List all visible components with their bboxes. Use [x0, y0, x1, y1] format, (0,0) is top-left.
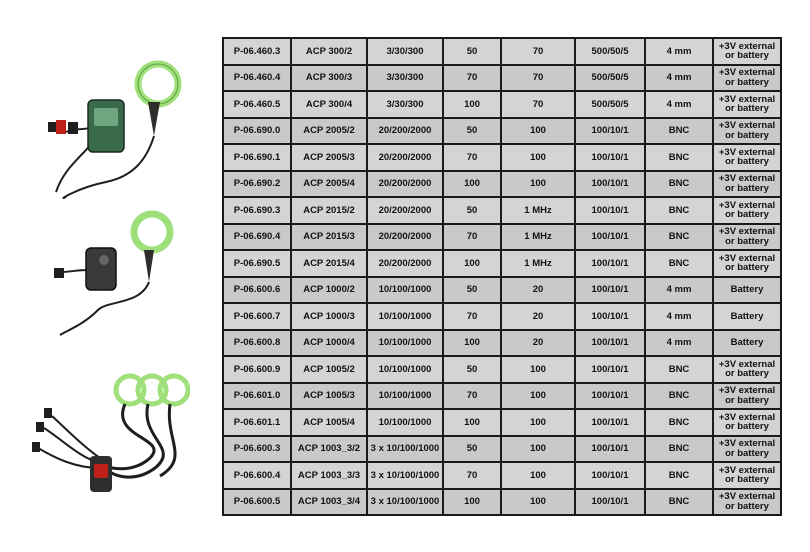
sensitivity-cell: 100/10/1: [575, 383, 645, 410]
connector-cell: 4 mm: [645, 303, 713, 330]
model-cell: ACP 1005/3: [291, 383, 367, 410]
length-cell: 100: [443, 91, 501, 118]
order-code-cell: P-06.600.5: [223, 489, 291, 516]
sensitivity-cell: 100/10/1: [575, 462, 645, 489]
sensitivity-cell: 500/50/5: [575, 91, 645, 118]
bandwidth-cell: 100: [501, 144, 575, 171]
range-cell: 20/200/2000: [367, 118, 443, 145]
length-cell: 100: [443, 171, 501, 198]
length-cell: 50: [443, 38, 501, 65]
model-cell: ACP 1000/4: [291, 330, 367, 357]
sensitivity-cell: 100/10/1: [575, 250, 645, 277]
power-cell: +3V external or battery: [713, 356, 781, 383]
power-cell: +3V external or battery: [713, 197, 781, 224]
length-cell: 50: [443, 197, 501, 224]
model-cell: ACP 1005/4: [291, 409, 367, 436]
range-cell: 20/200/2000: [367, 144, 443, 171]
length-cell: 70: [443, 144, 501, 171]
connector-cell: BNC: [645, 356, 713, 383]
flexible-current-probe-bnc-image: [48, 210, 178, 340]
length-cell: 70: [443, 303, 501, 330]
power-cell: +3V external or battery: [713, 409, 781, 436]
length-cell: 100: [443, 330, 501, 357]
sensitivity-cell: 500/50/5: [575, 65, 645, 92]
order-code-cell: P-06.690.3: [223, 197, 291, 224]
model-cell: ACP 2005/2: [291, 118, 367, 145]
table-row: [223, 197, 781, 224]
order-code-cell: P-06.460.4: [223, 65, 291, 92]
order-code-cell: P-06.600.4: [223, 462, 291, 489]
model-cell: ACP 2005/4: [291, 171, 367, 198]
model-cell: ACP 300/2: [291, 38, 367, 65]
length-cell: 70: [443, 224, 501, 251]
power-cell: +3V external or battery: [713, 436, 781, 463]
length-cell: 70: [443, 65, 501, 92]
power-cell: Battery: [713, 277, 781, 304]
bandwidth-cell: 100: [501, 489, 575, 516]
length-cell: 100: [443, 489, 501, 516]
connector-cell: BNC: [645, 250, 713, 277]
length-cell: 50: [443, 118, 501, 145]
power-cell: +3V external or battery: [713, 91, 781, 118]
three-phase-probe-set-image: [30, 368, 190, 500]
range-cell: 10/100/1000: [367, 409, 443, 436]
sensitivity-cell: 100/10/1: [575, 489, 645, 516]
sensitivity-cell: 100/10/1: [575, 277, 645, 304]
bandwidth-cell: 20: [501, 330, 575, 357]
bandwidth-cell: 70: [501, 65, 575, 92]
table-row: [223, 409, 781, 436]
power-cell: +3V external or battery: [713, 171, 781, 198]
order-code-cell: P-06.601.1: [223, 409, 291, 436]
range-cell: 3/30/300: [367, 65, 443, 92]
sensitivity-cell: 100/10/1: [575, 303, 645, 330]
model-cell: ACP 1005/2: [291, 356, 367, 383]
connector-cell: 4 mm: [645, 330, 713, 357]
table-row: [223, 65, 781, 92]
range-cell: 3/30/300: [367, 38, 443, 65]
model-cell: ACP 300/3: [291, 65, 367, 92]
connector-cell: BNC: [645, 171, 713, 198]
sensitivity-cell: 100/10/1: [575, 356, 645, 383]
sensitivity-cell: 100/10/1: [575, 409, 645, 436]
bandwidth-cell: 100: [501, 462, 575, 489]
model-cell: ACP 1003_3/4: [291, 489, 367, 516]
table-row: [223, 462, 781, 489]
table-row: [223, 91, 781, 118]
range-cell: 3 x 10/100/1000: [367, 436, 443, 463]
length-cell: 100: [443, 409, 501, 436]
bandwidth-cell: 100: [501, 171, 575, 198]
connector-cell: BNC: [645, 489, 713, 516]
sensitivity-cell: 100/10/1: [575, 171, 645, 198]
bandwidth-cell: 20: [501, 277, 575, 304]
connector-cell: BNC: [645, 409, 713, 436]
bandwidth-cell: 100: [501, 436, 575, 463]
order-code-cell: P-06.690.1: [223, 144, 291, 171]
power-cell: +3V external or battery: [713, 489, 781, 516]
order-code-cell: P-06.600.8: [223, 330, 291, 357]
power-cell: +3V external or battery: [713, 250, 781, 277]
range-cell: 3 x 10/100/1000: [367, 489, 443, 516]
connector-cell: BNC: [645, 118, 713, 145]
range-cell: 10/100/1000: [367, 303, 443, 330]
length-cell: 70: [443, 462, 501, 489]
bandwidth-cell: 1 MHz: [501, 224, 575, 251]
power-cell: +3V external or battery: [713, 65, 781, 92]
flexible-current-probe-image: [36, 52, 186, 204]
sensitivity-cell: 100/10/1: [575, 144, 645, 171]
table-row: [223, 224, 781, 251]
range-cell: 10/100/1000: [367, 277, 443, 304]
order-code-cell: P-06.690.4: [223, 224, 291, 251]
sensitivity-cell: 100/10/1: [575, 330, 645, 357]
order-code-cell: P-06.690.0: [223, 118, 291, 145]
connector-cell: 4 mm: [645, 91, 713, 118]
power-cell: Battery: [713, 330, 781, 357]
range-cell: 20/200/2000: [367, 224, 443, 251]
table-row: [223, 277, 781, 304]
range-cell: 10/100/1000: [367, 330, 443, 357]
model-cell: ACP 300/4: [291, 91, 367, 118]
table-row: [223, 38, 781, 65]
power-cell: +3V external or battery: [713, 38, 781, 65]
length-cell: 100: [443, 250, 501, 277]
order-code-cell: P-06.460.5: [223, 91, 291, 118]
range-cell: 10/100/1000: [367, 356, 443, 383]
power-cell: +3V external or battery: [713, 144, 781, 171]
sensitivity-cell: 100/10/1: [575, 436, 645, 463]
order-code-cell: P-06.600.6: [223, 277, 291, 304]
model-cell: ACP 1000/3: [291, 303, 367, 330]
connector-cell: 4 mm: [645, 38, 713, 65]
order-code-cell: P-06.600.7: [223, 303, 291, 330]
bandwidth-cell: 100: [501, 118, 575, 145]
bandwidth-cell: 70: [501, 38, 575, 65]
connector-cell: 4 mm: [645, 277, 713, 304]
table-row: [223, 171, 781, 198]
bandwidth-cell: 70: [501, 91, 575, 118]
model-cell: ACP 1003_3/2: [291, 436, 367, 463]
sensitivity-cell: 100/10/1: [575, 224, 645, 251]
bandwidth-cell: 100: [501, 409, 575, 436]
order-code-cell: P-06.690.2: [223, 171, 291, 198]
length-cell: 50: [443, 356, 501, 383]
table-row: [223, 383, 781, 410]
bandwidth-cell: 100: [501, 356, 575, 383]
connector-cell: BNC: [645, 462, 713, 489]
table-row: [223, 330, 781, 357]
connector-cell: BNC: [645, 383, 713, 410]
sensitivity-cell: 100/10/1: [575, 197, 645, 224]
bandwidth-cell: 1 MHz: [501, 250, 575, 277]
power-cell: +3V external or battery: [713, 462, 781, 489]
power-cell: +3V external or battery: [713, 118, 781, 145]
sensitivity-cell: 500/50/5: [575, 38, 645, 65]
model-cell: ACP 1003_3/3: [291, 462, 367, 489]
model-cell: ACP 2015/3: [291, 224, 367, 251]
connector-cell: BNC: [645, 144, 713, 171]
order-code-cell: P-06.601.0: [223, 383, 291, 410]
table-row: [223, 118, 781, 145]
connector-cell: BNC: [645, 197, 713, 224]
table-row: [223, 144, 781, 171]
order-code-cell: P-06.600.3: [223, 436, 291, 463]
length-cell: 50: [443, 436, 501, 463]
power-cell: +3V external or battery: [713, 383, 781, 410]
length-cell: 70: [443, 383, 501, 410]
connector-cell: BNC: [645, 224, 713, 251]
sensitivity-cell: 100/10/1: [575, 118, 645, 145]
model-cell: ACP 2005/3: [291, 144, 367, 171]
range-cell: 3 x 10/100/1000: [367, 462, 443, 489]
table-row: [223, 489, 781, 516]
model-cell: ACP 1000/2: [291, 277, 367, 304]
probe-spec-table: [222, 37, 782, 516]
length-cell: 50: [443, 277, 501, 304]
table-row: [223, 303, 781, 330]
table-row: [223, 356, 781, 383]
order-code-cell: P-06.690.5: [223, 250, 291, 277]
connector-cell: 4 mm: [645, 65, 713, 92]
range-cell: 10/100/1000: [367, 383, 443, 410]
range-cell: 3/30/300: [367, 91, 443, 118]
model-cell: ACP 2015/4: [291, 250, 367, 277]
range-cell: 20/200/2000: [367, 171, 443, 198]
table-row: [223, 436, 781, 463]
model-cell: ACP 2015/2: [291, 197, 367, 224]
connector-cell: BNC: [645, 436, 713, 463]
bandwidth-cell: 20: [501, 303, 575, 330]
range-cell: 20/200/2000: [367, 250, 443, 277]
power-cell: Battery: [713, 303, 781, 330]
power-cell: +3V external or battery: [713, 224, 781, 251]
order-code-cell: P-06.460.3: [223, 38, 291, 65]
bandwidth-cell: 1 MHz: [501, 197, 575, 224]
order-code-cell: P-06.600.9: [223, 356, 291, 383]
range-cell: 20/200/2000: [367, 197, 443, 224]
bandwidth-cell: 100: [501, 383, 575, 410]
table-row: [223, 250, 781, 277]
